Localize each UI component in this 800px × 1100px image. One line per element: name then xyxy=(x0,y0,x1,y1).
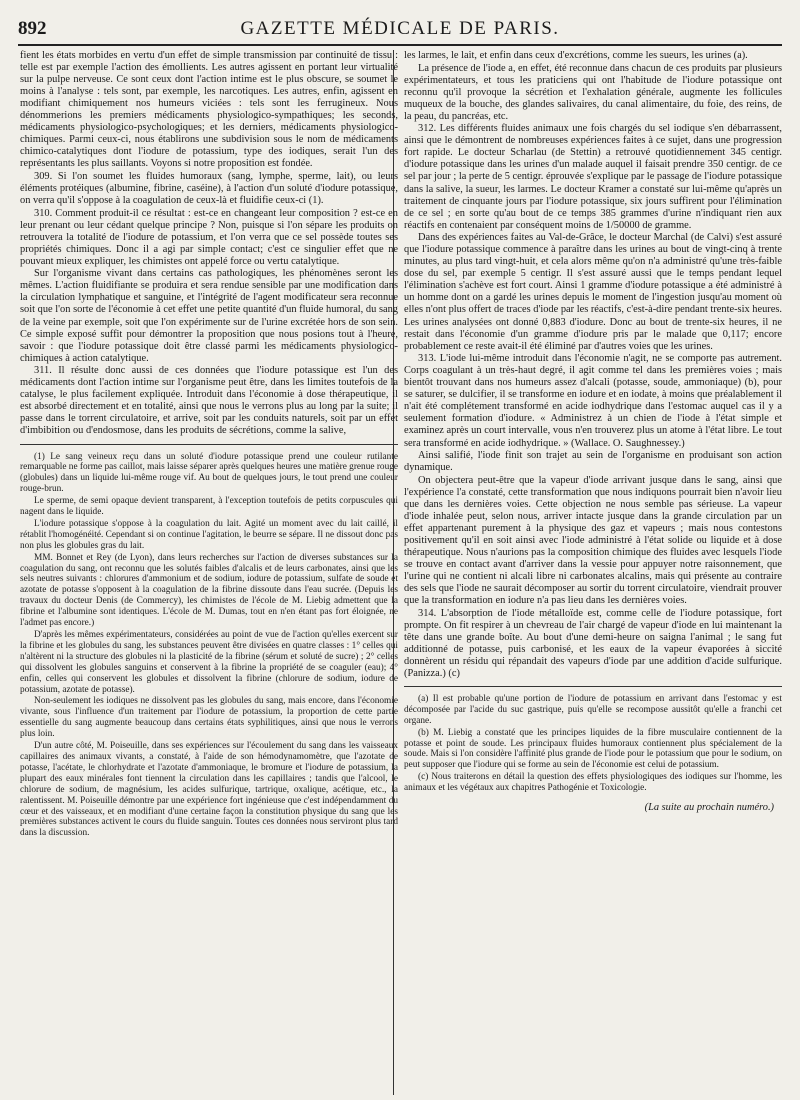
paragraph: Sur l'organisme vivant dans certains cas pathologiques, les phénomènes seront les mêmes. L'action fluidifiante se produira et sera rendue sensible par une modification dans la circulation lymphatique et sanguine, et l'intégrité de l'agent modificateur sera reconnue soit que l'on sorte de l'économie à cet effet une petite quantité d'un fluide humoral, du sang de la veine par exemple, soit que l'on expérimente sur de l'urine excrétée hors de son sein. Ce simple exposé suffit pour démontrer la proposition que nous posions tout à l'heure, savoir : que l'iodure potassique doit être classé parmi les médicaments physiologico-chimiques à action catalytique. xyxy=(20,268,398,364)
left-column xyxy=(20,50,398,840)
page-header xyxy=(18,16,782,42)
footnote-rule xyxy=(20,444,398,445)
continuation-note: (La suite au prochain numéro.) xyxy=(644,802,774,814)
right-footnotes xyxy=(404,694,782,794)
footnote: D'un autre côté, M. Poiseuille, dans ses expériences sur l'écoulement du sang dans les vaisseaux capillaires des animaux vivants, a constaté, à l'aide de son hémodynamomètre, que l'azotate de potasse, l'acétate, le chlorhydrate et l'azotate d'ammoniaque, le bromure et l'iodure de potassium, la plupart des eaux minérales font tiennent la circulation dans les capillaires ; tandis que l'alcool, le chlorure de sodium, de magnésium, les acides sulfurique, tartrique, oxalique, acétique, etc., la ralentissent. M. Poiseuille démontre par une expérience fort ingénieuse que c'est indépendamment du cœur et des vaisseaux, et en modifiant d'une certaine façon la constitution physique du sang que les premières substances activent le cours du fluide sanguin. Toutes ces données nous serviront plus tard dans la discussion. xyxy=(20,741,398,839)
paragraph: 310. Comment produit-il ce résultat : est-ce en changeant leur composition ? est-ce en leur prenant ou leur cédant quelque principe ? Non, puisque si l'on sépare les produits on retrouvera la totalité de l'iodure de potassium, et l'on verra que ce sel possède toutes ses propriétés chimiques. Donc il a agi par simple contact; c'est ce singulier effet que ne pouvant mieux expliquer, les chimistes ont appelé force ou vertu catalytique. xyxy=(20,207,398,267)
footnote: L'iodure potassique s'oppose à la coagulation du lait. Agité un moment avec du lait caillé, il rétablit l'homogénéité. Cependant si on continue l'agitation, le beurre se sépare. Il ne dissout donc pas non plus les globules gras du lait. xyxy=(20,518,398,551)
right-column xyxy=(404,50,782,814)
header-rule xyxy=(18,44,782,46)
footnote: Le sperme, de semi opaque devient transparent, à l'exception toutefois de petits corpuscules qui nagent dans le liquide. xyxy=(20,496,398,518)
left-footnotes xyxy=(20,452,398,840)
footnote: D'après les mêmes expérimentateurs, considérées au point de vue de l'action qu'elles exercent sur la fibrine et les globules du sang, les substances peuvent être divisées en quatre classes : 1° celles qui n'altèrent ni la structure des globules ni la plasticité de la fibrine (sérum et soluté de sucre) ; 2° celles qui dissolvent les globules sanguins et conservent à la fibrine la propriété de se coaguler (eau); 4° enfin, celles qui conservent les globules et dissolvent la fibrine (chlorure de sodium, iodure de potassium, azotate de potasse). xyxy=(20,630,398,695)
paragraph: 314. L'absorption de l'iode métalloïde est, comme celle de l'iodure potassique, fort prompte. On fit respirer à un chevreau de l'air chargé de vapeur d'iode en lui maintenant la tête dans une grande boîte. Au bout d'une demi-heure on saigna l'animal ; le sang fut additionné de potasse, puis carbonisé, et les eaux de la vapeur évaporées à siccité donnèrent un résidu qui répandait des vapeurs d'iode par une addition d'acide sulfurique. (Panizza.) (c) xyxy=(404,607,782,679)
paragraph: Ainsi salifié, l'iode finit son trajet au sein de l'organisme en produisant son action dynamique. xyxy=(404,450,782,474)
footnote-rule xyxy=(404,686,782,687)
journal-title: GAZETTE MÉDICALE DE PARIS. xyxy=(240,18,560,39)
paragraph: 309. Si l'on soumet les fluides humoraux (sang, lymphe, sperme, lait), ou leurs éléments protéiques (albumine, fibrine, caséine), à l'action d'un soluté d'iodure potassique, on verra qu'il s'oppose à la coagulation de ceux-là et fluidifie ceux-ci (1). xyxy=(20,170,398,207)
footnote: MM. Bonnet et Rey (de Lyon), dans leurs recherches sur l'action de diverses substances sur la coagulation du sang, ont reconnu que les solutés faibles d'alcalis et de leurs carbonates, ainsi que les sels neutres suivants : chlorures d'ammonium et de sodium, iodure de potassium, sulfate de soude et azotate de potasse s'opposent à la coagulation de la fibrine dissoute dans l'eau sucrée. (Depuis les travaux du docteur Denis (de Commercy), les chimistes de l'école de M. Liebig admettent que la fibrine et l'albumine sont identiques. L'école de M. Dumas, tout en n'en étant pas fort éloignée, ne l'admet pas encore.) xyxy=(20,552,398,629)
left-column-body xyxy=(20,50,398,438)
paragraph: les larmes, le lait, et enfin dans ceux d'excrétions, comme les sueurs, les urines (a). xyxy=(404,50,748,61)
right-column-body xyxy=(404,50,782,680)
paragraph: fient les états morbides en vertu d'un effet de simple transmission par continuité de tissu : telle est par exemple l'action des émollients. Les autres agissent en portant leur virtualité sur la pulpe nerveuse. Ce sont ceux dont l'action intime est le plus obscure, se soumet le moins à l'analyse : tels sont, par exemple, les narcotiques. Les autres, enfin, agissent en modifiant chimiquement nos humeurs viciées : tels sont les ferrugineux. Nous dénommerions les premiers médicaments physiologico-sympathiques; les seconds, médicaments physiologico-psychologiques; et les derniers, médicaments physiologico-chimiques. Parmi ceux-ci, nous établirons une subdivision sous le nom de médicaments chimico-catalytiques dont l'iodure de potassium, type des iodiques, serait l'un des représentants les plus saillants. Voyons si notre proposition est fondée. xyxy=(20,50,398,170)
page-number: 892 xyxy=(18,18,47,39)
footnote: (c) Nous traiterons en détail la question des effets physiologiques des iodiques sur l'homme, les animaux et les végétaux aux chapitres Pathogénie et Toxicologie. xyxy=(404,772,782,794)
footnote: Non-seulement les iodiques ne dissolvent pas les globules du sang, mais encore, dans l'économie vivante, sous l'influence d'un traitement par l'iodure de potassium, la proportion de cette partie essentielle du sang augmente beaucoup dans certains états syphilitiques, ainsi que nous le verrons plus loin. xyxy=(20,696,398,740)
footnote: (a) Il est probable qu'une portion de l'iodure de potassium en arrivant dans l'estomac y est décomposée par l'acide du suc gastrique, puis qu'elle se recompose aussitôt qu'elle a franchi cet organe. xyxy=(404,693,782,726)
footnote: (1) Le sang veineux reçu dans un soluté d'iodure potassique prend une couleur rutilante remarquable ne forme pas caillot, mais laisse séparer après quelques heures une matière grenue rouge (globules) dans un liquide lui-même rouge vif. Au bout de quelques jours, le tout prend une couleur rouge-brun. xyxy=(20,451,398,495)
paragraph: La présence de l'iode a, en effet, été reconnue dans chacun de ces produits par plusieurs expérimentateurs, et tous les praticiens qui ont l'habitude de l'iodure potassique ont reconnu qu'il provoque la sécrétion et l'exhalation générale, augmente les follicules muqueux de la bouche, des glandes salivaires, du canal alimentaire, du foie, des reins, de la peau, du pancréas, etc. xyxy=(404,62,782,122)
paragraph: 313. L'iode lui-même introduit dans l'économie n'agit, ne se comporte pas autrement. Corps coagulant à un très-haut degré, il agit comme tel dans les premières voies ; mais bientôt trouvant dans nos humeurs assez d'alcali (potasse, soude, ammoniaque) (b), pour se saturer, se dulcifier, il se transforme en iodure et en iodate, à moins que préalablement il n'ait été complétement transformé en acide iodhydrique dans l'estomac auquel cas il y a seulement formation d'iodure. « Administrez à un chien de l'iode à l'état simple et examinez après un court intervalle, vous n'en trouverez plus un atome à l'état libre. Le tout sera transformé en acide iodhydrique. » (Wallace. O. Saughnessey.) xyxy=(404,353,782,449)
paragraph: 311. Il résulte donc aussi de ces données que l'iodure potassique est l'un des médicaments dont l'action intime sur l'organisme peut être, dans les limites toutefois de la catalyse, le plus facilement expliquée. Introduit dans l'économie à dose thérapeutique, il est absorbé directement et en totalité, ainsi que nous le verrons plus au long par la suite; il passe dans le torrent circulatoire, et arrive, soit par les conduits naturels, soit par un effet d'imbibition ou d'endosmose, dans les produits de sécrétions, comme la salive, xyxy=(20,365,398,437)
paragraph: Dans des expériences faites au Val-de-Grâce, le docteur Marchal (de Calvi) s'est assuré que l'iodure potassique commence à paraître dans les urines au bout de vingt-cinq à trente minutes, au plus tard vingt-huit, et cela alors même qu'on n'a administré qu'une très-faible dose du sel, par exemple 5 centigr. Il s'est assuré aussi que le temps pendant lequel l'élimination s'achève est fort court. Ainsi 1 gramme d'iodure potassique a été administré à un homme dont on a gardé les urines depuis le moment de l'ingestion jusqu'au moment où elles n'ont plus offert de traces d'iode par les réactifs, c'est-à-dire pendant trente-six heures. Les urines analysées ont donné 0,883 d'iodure. Donc au bout de trente-six heures, il ne restait dans l'économie d'un gramme d'iodure pris par le malade que 0,117; encore probablement ce reste avait-il été éliminé par d'autres voies que les urines. xyxy=(404,232,782,352)
paragraph: On objectera peut-être que la vapeur d'iode arrivant jusque dans le sang, ainsi que l'expérience l'a constaté, cette transformation que nous indiquons pourrait bien n'avoir lieu que dans les dernières voies. Cette objection ne nous semble pas sérieuse. La vapeur d'iode inhalée peut, selon nous, arriver intacte jusque dans la grande circulation par un effet appartenant purement à la physique des gaz et vapeurs ; mais nous contestons positivement qu'il en soit ainsi avec l'iode administré à l'état solide ou liquide et à dose thérapeutique. Nous n'aurions pas la composition chimique des fluides avec lesquels l'iode se trouve en contact avant d'arriver dans la vessie pour appuyer notre raisonnement, que l'urine qui ne contient ni alcali libre ni carbonates alcalins, mais qui présente au contraire des sels que l'iode ne saurait décomposer au sortir du torrent circulatoire, viendrait prouver que la transformation en iodure n'a pas lieu dans les dernières voies. xyxy=(404,474,782,607)
paragraph: 312. Les différents fluides animaux une fois chargés du sel iodique s'en débarrassent, ainsi que le démontrent de nombreuses expériences faites à ce sujet, dans une progression fort rapide. Le docteur Scharlau (de Stettin) a retrouvé quotidiennement 345 centigr. d'iodure potassique dans les urines d'un malade auquel il faisait prendre 350 centigr. de ce sel par jour ; la perte de 5 centigr. éprouvée s'explique par le passage de l'iodure potassique dans la salive, la sueur, les larmes. Le docteur Kramer a constaté sur lui-même qu'après un traitement de cinquante jours par l'iodure potassique, six jours suffirent pour l'élimination de ce sel ; en sorte qu'au bout de ce temps 385 grammes d'urine n'indiquant rien aux réactifs en contenaient par conséquent moins de 1/50000 de gramme. xyxy=(404,123,782,231)
footnote: (b) M. Liebig a constaté que les principes liquides de la fibre musculaire contiennent de la potasse et point de soude. Les principaux fluides humoraux contiennent plus spécialement de la soude. Mais si l'on considère l'affinité plus grande de l'iode pour le potassium que pour le sodium, on peut supposer que l'iodure qui se forme au sein de l'économie est celui de potassium. xyxy=(404,727,782,771)
